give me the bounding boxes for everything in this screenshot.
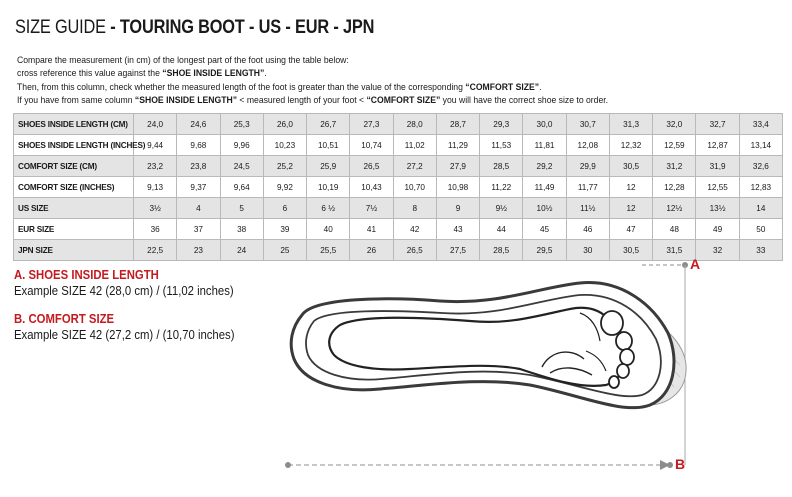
table-cell: 50 [739, 219, 782, 240]
table-cell: 38 [220, 219, 263, 240]
intro-line-2-post: . [264, 67, 267, 79]
table-cell: 11,29 [436, 135, 479, 156]
size-table [13, 113, 783, 261]
table-cell: 10½ [523, 198, 566, 219]
row-label: SHOES INSIDE LENGTH (INCHES) [14, 135, 134, 156]
table-cell: 7½ [350, 198, 393, 219]
row-label: EUR SIZE [14, 219, 134, 240]
table-cell: 44 [480, 219, 523, 240]
table-cell: 33 [739, 240, 782, 261]
table-cell: 29,2 [523, 156, 566, 177]
intro-text [17, 53, 608, 107]
table-cell: 30,7 [566, 114, 609, 135]
table-cell: 12,59 [653, 135, 696, 156]
table-cell: 10,70 [393, 177, 436, 198]
table-cell: 37 [177, 219, 220, 240]
row-label: COMFORT SIZE (INCHES) [14, 177, 134, 198]
table-cell: 9,92 [263, 177, 306, 198]
table-cell: 24,0 [134, 114, 177, 135]
table-cell: 10,51 [307, 135, 350, 156]
table-cell: 24 [220, 240, 263, 261]
table-cell: 31,5 [653, 240, 696, 261]
table-row [14, 156, 783, 177]
legend-b-example: Example SIZE 42 (27,2 cm) / (10,70 inches) [14, 328, 235, 342]
intro-line-4 [17, 93, 608, 106]
size-table-body [14, 114, 783, 261]
table-cell: 43 [436, 219, 479, 240]
table-cell: 42 [393, 219, 436, 240]
table-cell: 12,55 [696, 177, 739, 198]
table-cell: 9,96 [220, 135, 263, 156]
table-cell: 11½ [566, 198, 609, 219]
table-cell: 25,3 [220, 114, 263, 135]
table-cell: 12 [609, 198, 652, 219]
table-cell: 32,7 [696, 114, 739, 135]
table-cell: 29,9 [566, 156, 609, 177]
table-cell: 45 [523, 219, 566, 240]
table-cell: 12½ [653, 198, 696, 219]
table-cell: 31,9 [696, 156, 739, 177]
table-cell: 30,5 [609, 156, 652, 177]
legend-b [14, 311, 234, 343]
row-label: US SIZE [14, 198, 134, 219]
title-bold: - TOURING BOOT - US - EUR - JPN [110, 17, 375, 38]
table-cell: 26,5 [350, 156, 393, 177]
third-toe [620, 349, 634, 365]
table-cell: 5 [220, 198, 263, 219]
table-cell: 6 [263, 198, 306, 219]
table-cell: 26,5 [393, 240, 436, 261]
table-cell: 27,9 [436, 156, 479, 177]
intro-line-3-pre: Then, from this column, check whether the measured length of the foot is greater than the value of the corresponding [17, 80, 466, 92]
table-cell: 27,5 [436, 240, 479, 261]
marker-b-end-dot [667, 462, 673, 468]
table-cell: 27,3 [350, 114, 393, 135]
table-cell: 11,02 [393, 135, 436, 156]
table-cell: 23 [177, 240, 220, 261]
intro-line-4-post: you will have the correct shoe size to order. [440, 94, 609, 106]
table-cell: 25,5 [307, 240, 350, 261]
table-cell: 48 [653, 219, 696, 240]
foot-diagram [280, 255, 700, 485]
table-cell: 10,74 [350, 135, 393, 156]
table-cell: 23,2 [134, 156, 177, 177]
table-cell: 25,9 [307, 156, 350, 177]
intro-line-4-bold-1: “SHOE INSIDE LENGTH” [134, 94, 238, 106]
table-cell: 23,8 [177, 156, 220, 177]
legend-a [14, 267, 234, 299]
legend-a-example: Example SIZE 42 (28,0 cm) / (11,02 inches) [14, 284, 234, 298]
table-cell: 9,13 [134, 177, 177, 198]
legend-a-title: A. SHOES INSIDE LENGTH [14, 268, 159, 282]
table-cell: 13½ [696, 198, 739, 219]
table-cell: 36 [134, 219, 177, 240]
table-cell: 31,2 [653, 156, 696, 177]
intro-line-3-post: . [539, 80, 542, 92]
table-cell: 24,6 [177, 114, 220, 135]
table-cell: 47 [609, 219, 652, 240]
table-cell: 6 ½ [307, 198, 350, 219]
table-cell: 28,5 [480, 156, 523, 177]
table-cell: 28,5 [480, 240, 523, 261]
table-cell: 46 [566, 219, 609, 240]
table-row [14, 198, 783, 219]
table-cell: 32,6 [739, 156, 782, 177]
intro-line-4-mid: < measured length of your foot < [237, 94, 367, 106]
table-cell: 26 [350, 240, 393, 261]
table-cell: 28,7 [436, 114, 479, 135]
table-row [14, 114, 783, 135]
marker-b-start-dot [285, 462, 291, 468]
table-cell: 11,81 [523, 135, 566, 156]
table-cell: 10,98 [436, 177, 479, 198]
table-cell: 25 [263, 240, 306, 261]
table-cell: 32 [696, 240, 739, 261]
page-title [15, 17, 374, 39]
table-row [14, 135, 783, 156]
table-cell: 11,49 [523, 177, 566, 198]
table-cell: 10,19 [307, 177, 350, 198]
table-cell: 9,68 [177, 135, 220, 156]
intro-line-4-pre: If you have from same column [17, 94, 135, 106]
table-cell: 26,7 [307, 114, 350, 135]
table-cell: 39 [263, 219, 306, 240]
table-row [14, 219, 783, 240]
table-cell: 29,3 [480, 114, 523, 135]
table-cell: 12,28 [653, 177, 696, 198]
table-cell: 24,5 [220, 156, 263, 177]
intro-line-2-pre: cross reference this value against the [17, 67, 163, 79]
intro-line-2 [17, 66, 608, 79]
intro-line-4-bold-2: “COMFORT SIZE” [366, 94, 441, 106]
marker-b-label: B [675, 456, 686, 472]
intro-line-2-bold: “SHOE INSIDE LENGTH” [162, 67, 265, 79]
table-cell: 11,22 [480, 177, 523, 198]
table-cell: 11,77 [566, 177, 609, 198]
table-cell: 12 [609, 177, 652, 198]
fourth-toe [617, 364, 629, 378]
row-label: SHOES INSIDE LENGTH (CM) [14, 114, 134, 135]
table-cell: 32,0 [653, 114, 696, 135]
second-toe [616, 332, 632, 350]
table-cell: 49 [696, 219, 739, 240]
table-cell: 12,87 [696, 135, 739, 156]
table-cell: 9,37 [177, 177, 220, 198]
table-cell: 12,08 [566, 135, 609, 156]
intro-line-3 [17, 80, 608, 93]
table-cell: 22,5 [134, 240, 177, 261]
table-cell: 9,64 [220, 177, 263, 198]
little-toe [609, 376, 619, 388]
table-cell: 10,43 [350, 177, 393, 198]
table-cell: 33,4 [739, 114, 782, 135]
table-cell: 30,5 [609, 240, 652, 261]
table-cell: 8 [393, 198, 436, 219]
table-cell: 4 [177, 198, 220, 219]
title-prefix: SIZE GUIDE [15, 17, 111, 38]
table-cell: 9,44 [134, 135, 177, 156]
table-cell: 25,2 [263, 156, 306, 177]
table-cell: 41 [350, 219, 393, 240]
table-cell: 14 [739, 198, 782, 219]
table-cell: 9½ [480, 198, 523, 219]
table-cell: 27,2 [393, 156, 436, 177]
table-cell: 31,3 [609, 114, 652, 135]
table-cell: 29,5 [523, 240, 566, 261]
table-cell: 10,23 [263, 135, 306, 156]
table-cell: 11,53 [480, 135, 523, 156]
table-row [14, 177, 783, 198]
legend-b-title: B. COMFORT SIZE [14, 312, 115, 326]
table-cell: 12,32 [609, 135, 652, 156]
row-label: COMFORT SIZE (CM) [14, 156, 134, 177]
intro-line-1: Compare the measurement (in cm) of the longest part of the foot using the table below: [17, 54, 349, 65]
table-cell: 30,0 [523, 114, 566, 135]
table-cell: 13,14 [739, 135, 782, 156]
table-cell: 26,0 [263, 114, 306, 135]
marker-a-label: A [690, 256, 701, 272]
table-cell: 28,0 [393, 114, 436, 135]
row-label: JPN SIZE [14, 240, 134, 261]
big-toe [601, 311, 623, 335]
table-cell: 12,83 [739, 177, 782, 198]
table-cell: 30 [566, 240, 609, 261]
table-cell: 9 [436, 198, 479, 219]
intro-line-3-bold: “COMFORT SIZE” [465, 80, 540, 92]
table-cell: 40 [307, 219, 350, 240]
table-cell: 3½ [134, 198, 177, 219]
